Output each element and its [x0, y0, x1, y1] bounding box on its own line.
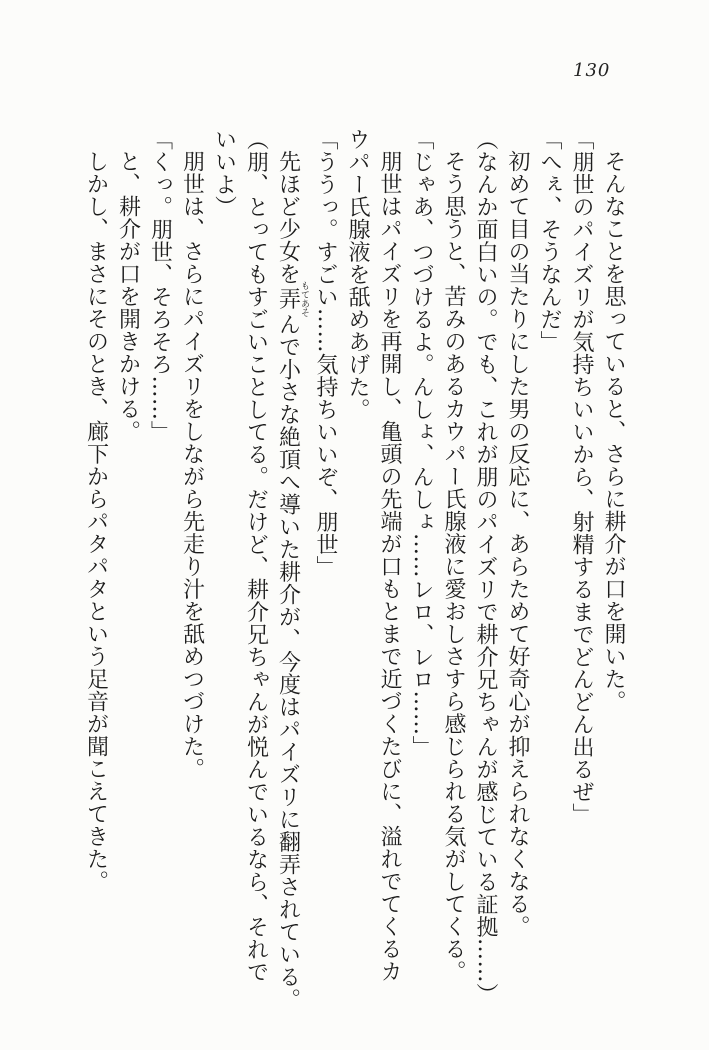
text-line: 「じゃあ、つづけるよ。んしょ、んしょ……レロ、レロ……」	[409, 128, 434, 758]
text-line: 「ううっ。すごい……気持ちいいぞ、朋世」	[313, 128, 338, 578]
text-line: 「くっ。朋世、そろそろ……」	[147, 128, 173, 443]
text-line: 「へぇ、そうなんだ」	[537, 128, 562, 353]
furigana-annotation: 弄もてあそ	[275, 281, 309, 317]
text-columns	[83, 128, 629, 1033]
text-line: 先ほど少女を弄もてあそんで小さな絶頂へ導いた耕介が、今度はパイズリに翻弄されている。	[275, 150, 309, 1011]
text-line: いいよ）	[211, 128, 237, 218]
text-line: と、耕介が口を開きかける。	[115, 150, 141, 443]
text-line: ウパー氏腺液を舐めあげた。	[345, 128, 370, 421]
text-line: 朋世は、さらにパイズリをしながら先走り汁を舐めつづけた。	[179, 150, 205, 780]
text-line: そう思うと、苦みのあるカウパー氏腺液に愛おしさすら感じられる気がしてくる。	[441, 150, 466, 983]
text-line: そんなことを思っていると、さらに耕介が口を開いた。	[601, 150, 626, 713]
text-line: （朋、とってもすごいことしてる。だけど、耕介兄ちゃんが悦んでいるなら、それで	[243, 128, 269, 983]
text-line: 「朋世のパイズリが気持ちいいから、射精するまでどんどん出るぜ」	[569, 128, 594, 826]
text-line: （なんか面白いの。でも、これが朋のパイズリで耕介兄ちゃんが感じている証拠……）	[473, 128, 498, 1006]
text-line: しかし、まさにそのとき、廊下からパタパタという足音が聞こえてきた。	[83, 150, 109, 893]
text-line: 朋世はパイズリを再開し、亀頭の先端が口もとまで近づくたびに、溢れでてくるカ	[377, 150, 402, 983]
text-line: 初めて目の当たりにした男の反応に、あらためて好奇心が抑えられなくなる。	[505, 150, 530, 938]
page-number: 130	[573, 60, 611, 81]
